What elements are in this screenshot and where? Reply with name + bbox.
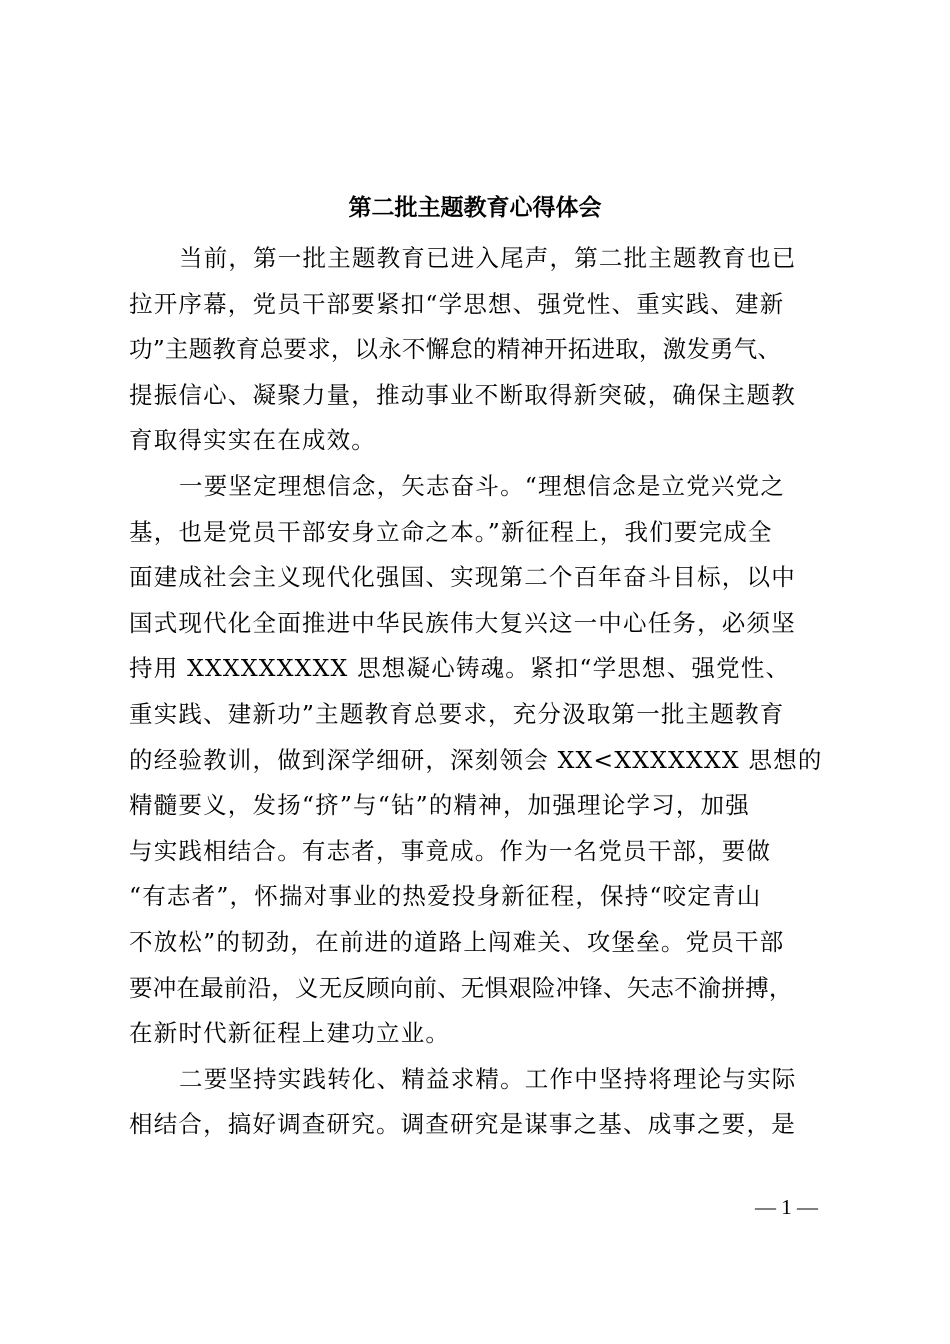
document-body [129,236,841,1148]
paragraph-line: 国式现代化全面推进中华民族伟大复兴这一中心任务，必须坚 [129,608,796,637]
paragraph-line: 持用 XXXXXXXXX 思想凝心铸魂。紧扣“学思想、强党性、 [129,654,791,683]
paragraph-line: 提振信心、凝聚力量，推动事业不断取得新突破，确保主题教 [129,380,796,409]
paragraph-2 [129,464,841,1057]
paragraph-1 [129,236,841,464]
paragraph-line: 不放松”的韧劲，在前进的道路上闯难关、攻堡垒。党员干部 [129,927,785,956]
paragraph-line: 的经验教训，做到深学细研，深刻领会 XX<XXXXXXX 思想的 [129,745,823,774]
document-title: 第二批主题教育心得体会 [348,194,602,221]
paragraph-line: 与实践相结合。有志者，事竟成。作为一名党员干部，要做 [129,836,772,865]
paragraph-line: 重实践、建新功”主题教育总要求，充分汲取第一批主题教育 [129,699,785,728]
paragraph-line: 二要坚持实践转化、精益求精。工作中坚持将理论与实际 [179,1064,797,1093]
paragraph-line: 要冲在最前沿，义无反顾向前、无惧艰险冲锋、矢志不渝拼搏， [129,973,793,1002]
paragraph-line: 相结合，搞好调查研究。调查研究是谋事之基、成事之要，是 [129,1110,796,1139]
paragraph-line: “有志者”，怀揣对事业的热爱投身新征程，保持“咬定青山 [129,882,762,911]
paragraph-line: 功”主题教育总要求，以永不懈怠的精神开拓进取，激发勇气、 [129,335,782,364]
paragraph-line: 当前，第一批主题教育已进入尾声，第二批主题教育也已 [179,244,797,272]
paragraph-line: 面建成社会主义现代化强国、实现第二个百年奋斗目标，以中 [129,563,796,592]
paragraph-line: 育取得实实在在成效。 [129,426,376,455]
paragraph-line: 基，也是党员干部安身立命之本。”新征程上，我们要完成全 [129,517,773,546]
page-number: — 1 — [755,1195,818,1219]
paragraph-line: 一要坚定理想信念，矢志奋斗。“理想信念是立党兴党之 [179,471,786,500]
paragraph-line: 拉开序幕，党员干部要紧扣“学思想、强党性、重实践、建新 [129,289,785,318]
paragraph-3 [129,1057,841,1148]
paragraph-line: 在新时代新征程上建功立业。 [129,1019,451,1048]
paragraph-line: 精髓要义，发扬“挤”与“钻”的精神，加强理论学习，加强 [129,791,750,820]
